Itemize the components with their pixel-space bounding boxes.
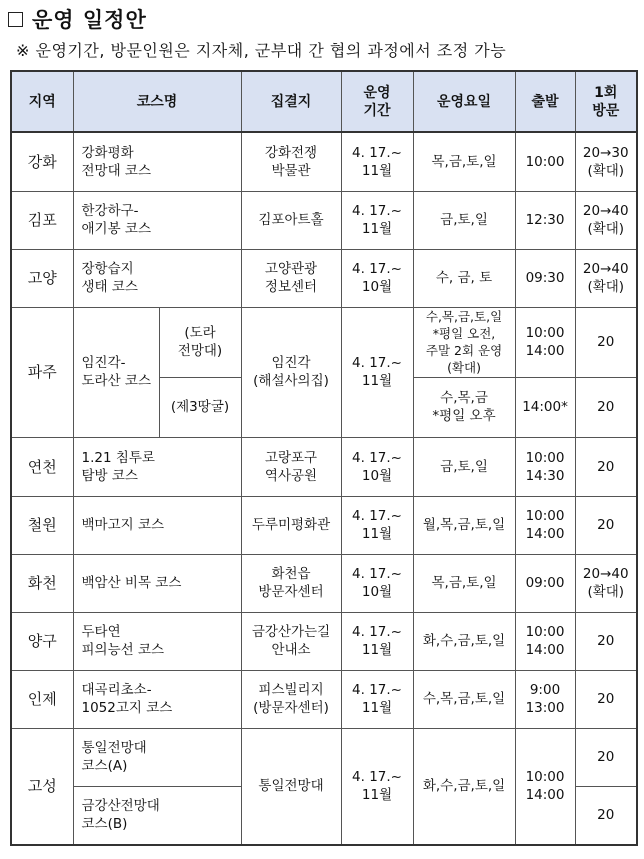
cell-period: 4. 17.~ 11월: [341, 191, 413, 249]
cell-depart: 9:00 13:00: [515, 670, 575, 728]
header-period: 운영 기간: [341, 71, 413, 132]
cell-visitors: 20: [575, 377, 637, 437]
table-row: [11, 437, 637, 496]
cell-region: 고양: [11, 249, 73, 307]
cell-visitors: 20→40 (확대): [575, 554, 637, 612]
cell-meeting: 금강산가는길 안내소: [241, 612, 341, 670]
cell-visitors: 20: [575, 786, 637, 845]
cell-period: 4. 17.~ 11월: [341, 728, 413, 845]
cell-course: 강화평화 전망대 코스: [73, 132, 241, 191]
cell-course: 백암산 비목 코스: [73, 554, 241, 612]
cell-region: 양구: [11, 612, 73, 670]
cell-region: 연천: [11, 437, 73, 496]
cell-depart: 10:00 14:00: [515, 612, 575, 670]
cell-course: 두타연 피의능선 코스: [73, 612, 241, 670]
cell-region: 파주: [11, 307, 73, 437]
cell-period: 4. 17.~ 11월: [341, 670, 413, 728]
cell-period: 4. 17.~ 11월: [341, 307, 413, 437]
table-row: [11, 132, 637, 191]
cell-meeting: 화천읍 방문자센터: [241, 554, 341, 612]
cell-days: 수,목,금,토,일 *평일 오전, 주말 2회 운영 (확대): [413, 307, 515, 377]
cell-depart: 14:00*: [515, 377, 575, 437]
cell-days: 목,금,토,일: [413, 132, 515, 191]
table-row: [11, 307, 637, 377]
cell-depart: 10:00 14:00: [515, 728, 575, 845]
cell-depart: 10:00 14:00: [515, 307, 575, 377]
cell-course: 한강하구- 애기봉 코스: [73, 191, 241, 249]
cell-course: 대곡리초소- 1052고지 코스: [73, 670, 241, 728]
cell-depart: 12:30: [515, 191, 575, 249]
table-row: [11, 191, 637, 249]
cell-visitors: 20: [575, 496, 637, 554]
cell-meeting: 피스빌리지 (방문자센터): [241, 670, 341, 728]
cell-depart: 10:00: [515, 132, 575, 191]
cell-depart: 09:30: [515, 249, 575, 307]
cell-days: 수, 금, 토: [413, 249, 515, 307]
header-row: [11, 71, 637, 132]
table-row: [11, 728, 637, 786]
cell-visitors: 20: [575, 670, 637, 728]
page-title: [8, 4, 147, 34]
cell-region: 강화: [11, 132, 73, 191]
table-row: [11, 670, 637, 728]
cell-subcourse: (도라 전망대): [159, 307, 241, 377]
cell-days: 화,수,금,토,일: [413, 612, 515, 670]
cell-meeting: 고랑포구 역사공원: [241, 437, 341, 496]
header-days: 운영요일: [413, 71, 515, 132]
table-row: [11, 554, 637, 612]
table-row: [11, 496, 637, 554]
cell-visitors: 20→30 (확대): [575, 132, 637, 191]
cell-days: 금,토,일: [413, 191, 515, 249]
cell-region: 화천: [11, 554, 73, 612]
cell-meeting: 고양관광 정보센터: [241, 249, 341, 307]
cell-region: 인제: [11, 670, 73, 728]
cell-period: 4. 17.~ 10월: [341, 437, 413, 496]
cell-visitors: 20: [575, 728, 637, 786]
cell-days: 월,목,금,토,일: [413, 496, 515, 554]
cell-meeting: 강화전쟁 박물관: [241, 132, 341, 191]
cell-visitors: 20: [575, 612, 637, 670]
cell-depart: 10:00 14:00: [515, 496, 575, 554]
cell-period: 4. 17.~ 10월: [341, 554, 413, 612]
cell-meeting: 김포아트홀: [241, 191, 341, 249]
cell-region: 김포: [11, 191, 73, 249]
cell-course: 1.21 침투로 탐방 코스: [73, 437, 241, 496]
cell-days: 수,목,금 *평일 오후: [413, 377, 515, 437]
cell-visitors: 20→40 (확대): [575, 249, 637, 307]
cell-visitors: 20: [575, 437, 637, 496]
cell-subcourse: (제3땅굴): [159, 377, 241, 437]
header-meeting: 집결지: [241, 71, 341, 132]
note-text: ※ 운영기간, 방문인원은 지자체, 군부대 간 협의 과정에서 조정 가능: [16, 41, 507, 60]
header-visitors: 1회 방문: [575, 71, 637, 132]
checkbox-square-icon: [8, 12, 23, 27]
cell-period: 4. 17.~ 10월: [341, 249, 413, 307]
cell-days: 금,토,일: [413, 437, 515, 496]
cell-region: 철원: [11, 496, 73, 554]
cell-period: 4. 17.~ 11월: [341, 496, 413, 554]
cell-meeting: 두루미평화관: [241, 496, 341, 554]
cell-course: 임진각- 도라산 코스: [73, 307, 159, 437]
cell-depart: 10:00 14:30: [515, 437, 575, 496]
cell-visitors: 20→40 (확대): [575, 191, 637, 249]
cell-course: 장항습지 생태 코스: [73, 249, 241, 307]
cell-visitors: 20: [575, 307, 637, 377]
cell-period: 4. 17.~ 11월: [341, 132, 413, 191]
cell-meeting: 임진각 (해설사의집): [241, 307, 341, 437]
cell-days: 목,금,토,일: [413, 554, 515, 612]
title-text: 운영 일정안: [32, 8, 147, 32]
table-row: [11, 612, 637, 670]
cell-days: 화,수,금,토,일: [413, 728, 515, 845]
cell-meeting: 통일전망대: [241, 728, 341, 845]
cell-course: 백마고지 코스: [73, 496, 241, 554]
cell-period: 4. 17.~ 11월: [341, 612, 413, 670]
header-depart: 출발: [515, 71, 575, 132]
cell-depart: 09:00: [515, 554, 575, 612]
table-row: [11, 249, 637, 307]
cell-course: 금강산전망대 코스(B): [73, 786, 241, 845]
schedule-table: [10, 70, 638, 846]
cell-region: 고성: [11, 728, 73, 845]
cell-days: 수,목,금,토,일: [413, 670, 515, 728]
header-region: 지역: [11, 71, 73, 132]
header-course: 코스명: [73, 71, 241, 132]
cell-course: 통일전망대 코스(A): [73, 728, 241, 786]
